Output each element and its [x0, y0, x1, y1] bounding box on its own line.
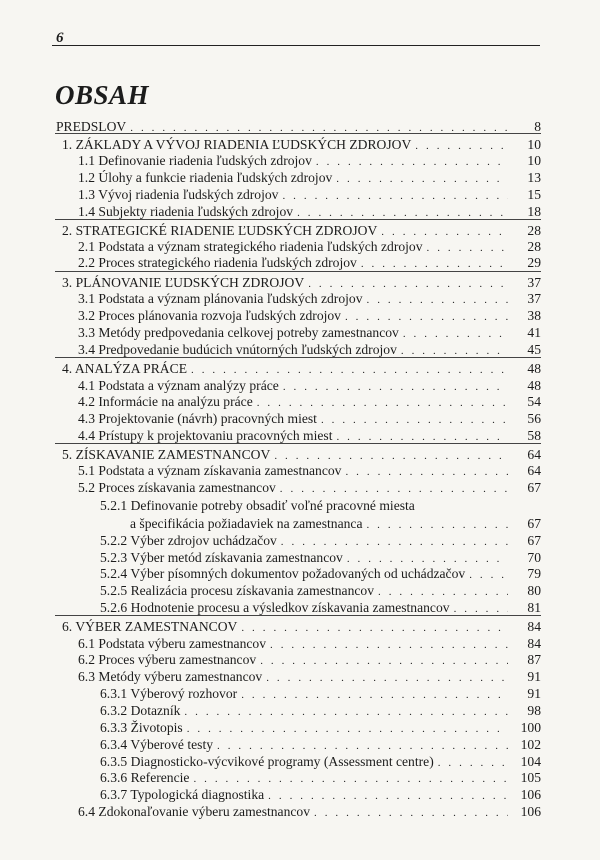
toc-entry-page: 106: [520, 787, 541, 802]
toc-entry: [100, 497, 500, 514]
toc-entry-title: 6.4 Zdokonaľovanie výberu zamestnancov: [78, 804, 311, 819]
toc-entry-title: 5. ZÍSKAVANIE ZAMESTNANCOV: [62, 447, 271, 462]
toc-entry-title: 5.2.1 Definovanie potreby obsadiť voľné pracovné miesta: [100, 498, 415, 513]
toc-entry: [78, 479, 512, 498]
toc-entry-page: 48: [527, 361, 541, 376]
toc-entry-page: 15: [527, 187, 541, 202]
toc-entry-page: 84: [527, 619, 541, 634]
toc-entry-page: 105: [520, 770, 541, 785]
toc-entry-title: 4.3 Projektovanie (návrh) pracovných miest: [78, 411, 317, 426]
toc-entry-title: 6.1 Podstata výberu zamestnancov: [78, 636, 266, 651]
toc-entry-page: 106: [520, 804, 541, 819]
toc-entry-title: 1.2 Úlohy a funkcie riadenia ľudských zdrojov: [78, 170, 333, 185]
toc-entry-page: 37: [527, 291, 541, 306]
toc-entry-title: 3.2 Proces plánovania rozvoja ľudských zdrojov: [78, 308, 341, 323]
toc-entry-title: 2.1 Podstata a význam strategického riadenia ľudských zdrojov: [78, 239, 423, 254]
toc-entry-title: 5.2 Proces získavania zamestnancov: [78, 480, 276, 495]
toc-entry-page: 10: [527, 137, 541, 152]
toc-entry-page: 29: [527, 255, 541, 270]
toc-entry-page: 54: [527, 394, 541, 409]
page-title: OBSAH: [55, 80, 150, 110]
toc-entry-title: 4. ANALÝZA PRÁCE: [62, 361, 187, 376]
toc-entry-page: 91: [527, 669, 541, 684]
toc-entry-title: 4.1 Podstata a význam analýzy práce: [78, 378, 279, 393]
toc-entry-title: 5.2.3 Výber metód získavania zamestnancov: [100, 550, 343, 565]
page-number: 6: [56, 30, 64, 46]
toc-entry-page: 64: [527, 463, 541, 478]
toc-entry-title: 4.4 Prístupy k projektovaniu pracovných miest: [78, 428, 333, 443]
toc-entry-title: 5.2.5 Realizácia procesu získavania zamestnancov: [100, 583, 375, 598]
dot-leader: [280, 481, 508, 498]
dot-leader: [314, 805, 508, 822]
toc-entry-title: 1.4 Subjekty riadenia ľudských zdrojov: [78, 204, 294, 219]
toc-entry-title: 1. ZÁKLADY A VÝVOJ RIADENIA ĽUDSKÝCH ZDROJOV: [62, 137, 412, 152]
dot-leader: [130, 120, 508, 137]
dot-leader: [297, 205, 508, 222]
toc-entry-title: 2. STRATEGICKÉ RIADENIE ĽUDSKÝCH ZDROJOV: [62, 223, 378, 238]
toc-entry-page: 37: [527, 275, 541, 290]
toc-entry: [78, 427, 512, 446]
toc-entry-page: 81: [527, 600, 541, 615]
toc-entry-title: 1.3 Vývoj riadenia ľudských zdrojov: [78, 187, 279, 202]
toc-entry-title: 6.3.2 Dotazník: [100, 703, 181, 718]
toc-entry-title: 3.3 Metódy predpovedania celkovej potreby zamestnancov: [78, 325, 399, 340]
toc-entry-page: 56: [527, 411, 541, 426]
toc-entry-page: 67: [527, 516, 541, 531]
toc-entry-page: 18: [527, 204, 541, 219]
toc-entry-page: 48: [527, 378, 541, 393]
toc-entry-title: 5.1 Podstata a význam získavania zamestnancov: [78, 463, 342, 478]
toc-entry: [100, 599, 512, 618]
toc-entry-title: 5.2.4 Výber písomných dokumentov požadovaných od uchádzačov: [100, 566, 466, 581]
toc-entry-page: 70: [527, 550, 541, 565]
toc-entry-page: 13: [527, 170, 541, 185]
toc-entry-page: 98: [527, 703, 541, 718]
dot-leader: [361, 256, 508, 273]
dot-leader: [336, 429, 508, 446]
toc-entry-page: 67: [527, 533, 541, 548]
toc-entry-title: 6.3.7 Typologická diagnostika: [100, 787, 265, 802]
toc-entry-title: 6.3.6 Referencie: [100, 770, 190, 785]
toc-entry-title: 6.3.1 Výberový rozhovor: [100, 686, 238, 701]
toc-entry-page: 67: [527, 480, 541, 495]
toc-entry: [78, 341, 512, 360]
toc-entry-title: 6.3.3 Životopis: [100, 720, 183, 735]
toc-entry-page: 102: [520, 737, 541, 752]
toc-entry-page: 84: [527, 636, 541, 651]
toc-entry-page: 79: [527, 566, 541, 581]
toc-entry-title: 6.2 Proces výberu zamestnancov: [78, 652, 257, 667]
toc-entry: [78, 203, 512, 222]
toc-entry-title: 5.2.6 Hodnotenie procesu a výsledkov získavania zamestnancov: [100, 600, 450, 615]
toc-entry-page: 38: [527, 308, 541, 323]
toc-entry-page: 100: [520, 720, 541, 735]
toc-entry-title: a špecifikácia požiadaviek na zamestnanca: [130, 516, 363, 531]
toc-entry-title: 6.3.5 Diagnosticko-výcvikové programy (Assessment centre): [100, 754, 434, 769]
toc-entry-page: 87: [527, 652, 541, 667]
toc-entry-title: 3. PLÁNOVANIE ĽUDSKÝCH ZDROJOV: [62, 275, 305, 290]
toc-entry-title: PREDSLOV: [56, 119, 127, 134]
toc-entry-title: 6. VÝBER ZAMESTNANCOV: [62, 619, 238, 634]
toc-entry-title: 2.2 Proces strategického riadenia ľudských zdrojov: [78, 255, 357, 270]
toc-entry: [78, 803, 512, 822]
toc-entry-title: 4.2 Informácie na analýzu práce: [78, 394, 253, 409]
toc-entry: [56, 118, 512, 137]
toc-entry-page: 104: [520, 754, 541, 769]
toc-entry-page: 28: [527, 239, 541, 254]
dot-leader: [454, 601, 508, 618]
toc-entry-title: 5.2.2 Výber zdrojov uchádzačov: [100, 533, 277, 548]
toc-entry-page: 45: [527, 342, 541, 357]
toc-entry-page: 8: [534, 119, 541, 134]
toc-entry-page: 10: [527, 153, 541, 168]
toc-entry-page: 91: [527, 686, 541, 701]
toc-entry: [78, 254, 512, 273]
toc-entry-page: 80: [527, 583, 541, 598]
toc-entry-title: 6.3.4 Výberové testy: [100, 737, 214, 752]
toc-entry-title: 6.3 Metódy výberu zamestnancov: [78, 669, 263, 684]
toc-entry-page: 28: [527, 223, 541, 238]
toc-entry-title: 1.1 Definovanie riadenia ľudských zdrojov: [78, 153, 312, 168]
toc-entry-page: 64: [527, 447, 541, 462]
toc-entry-title: 3.4 Predpovedanie budúcich vnútorných ľudských zdrojov: [78, 342, 397, 357]
dot-leader: [401, 343, 508, 360]
toc-entry-title: 3.1 Podstata a význam plánovania ľudských zdrojov: [78, 291, 363, 306]
toc-entry-page: 58: [527, 428, 541, 443]
toc-entry-page: 41: [527, 325, 541, 340]
